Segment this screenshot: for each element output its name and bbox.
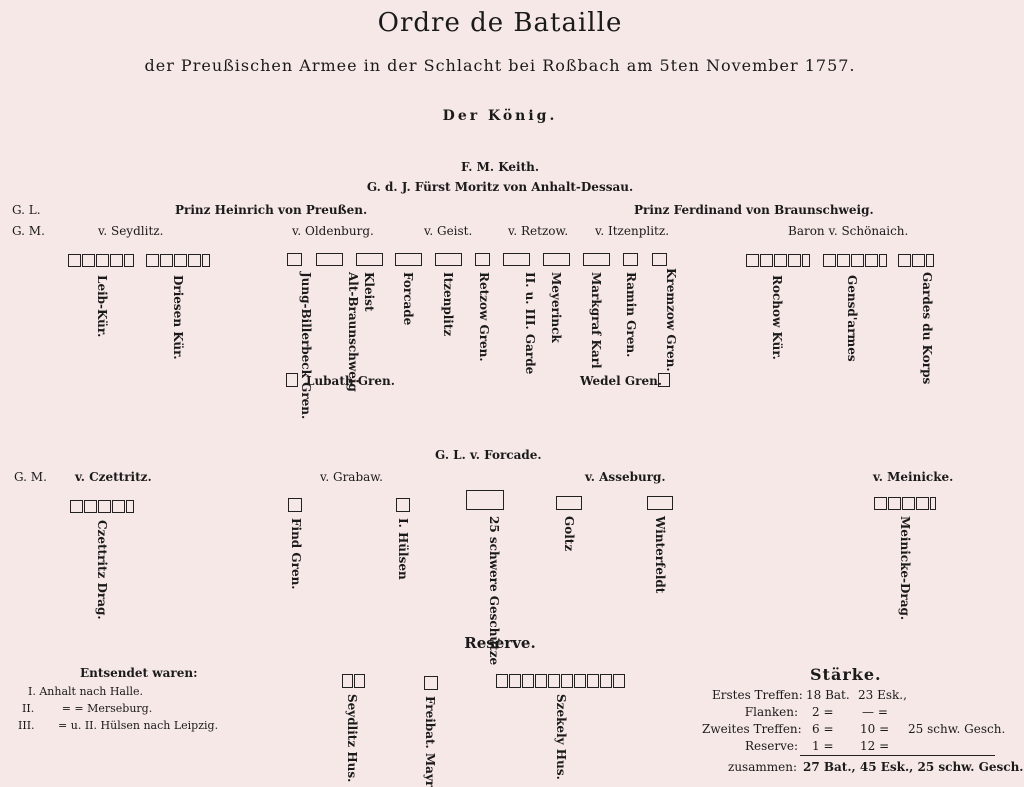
brigade-geist: v. Geist. bbox=[424, 224, 473, 238]
symbol-winterfeldt bbox=[647, 496, 673, 510]
unit-markgraf-karl: Markgraf Karl bbox=[589, 272, 603, 369]
unit-winterfeldt: Winterfeldt bbox=[653, 516, 667, 594]
chart-subtitle: der Preußischen Armee in der Schlacht bei Roßbach am 5ten November 1757. bbox=[144, 56, 856, 75]
rank-gl: G. L. bbox=[12, 203, 41, 217]
brigade-schoenaich: Baron v. Schönaich. bbox=[788, 224, 909, 238]
strength-label: Zweites Treffen: bbox=[702, 722, 802, 736]
flank-right-symbol bbox=[658, 373, 670, 387]
strength-bat: 18 Bat. bbox=[806, 688, 850, 702]
unit-find-gren: Find Gren. bbox=[289, 518, 303, 590]
symbol-find bbox=[288, 498, 302, 512]
detached-row bbox=[28, 685, 143, 698]
detached-text: Anhalt nach Halle. bbox=[39, 685, 144, 698]
second-line-commander-prefix: G. L. bbox=[435, 448, 466, 462]
unit-forcade: Forcade bbox=[401, 272, 415, 326]
rank-gm: G. M. bbox=[12, 224, 45, 238]
brigade-oldenburg: v. Oldenburg. bbox=[292, 224, 374, 238]
strength-total: 27 Bat., 45 Esk., 25 schw. Gesch. bbox=[803, 760, 1024, 774]
unit-freibat-mayr: Freibat. Mayr bbox=[423, 696, 437, 787]
detached-title: Entsendet waren: bbox=[80, 666, 198, 680]
unit-gardes-du-korps: Gardes du Korps bbox=[920, 272, 934, 385]
strength-label: Reserve: bbox=[744, 739, 798, 753]
strength-label: Erstes Treffen: bbox=[712, 688, 803, 702]
strength-gesch: 25 schw. Gesch. bbox=[908, 722, 1006, 736]
reserve-title: Reserve. bbox=[464, 634, 536, 652]
strength-esk: 23 Esk., bbox=[858, 688, 907, 702]
detached-row bbox=[22, 702, 152, 715]
right-wing-commander: Prinz Ferdinand von Braunschweig. bbox=[634, 203, 874, 217]
chart-title: Ordre de Bataille bbox=[377, 8, 623, 38]
unit-meyerinck: Meyerinck bbox=[549, 272, 563, 343]
unit-szekely-hus: Szekely Hus. bbox=[554, 694, 568, 780]
symbol-goltz bbox=[556, 496, 582, 510]
strength-divider bbox=[800, 755, 995, 756]
unit-i-huelsen: I. Hülsen bbox=[396, 518, 410, 580]
unit-czettritz-drag: Czettritz Drag. bbox=[95, 520, 109, 620]
brigade-seydlitz: v. Seydlitz. bbox=[98, 224, 164, 238]
strength-bat: 2 = bbox=[812, 705, 834, 719]
unit-goltz: Goltz bbox=[562, 516, 576, 552]
detached-num: III. bbox=[18, 719, 35, 732]
unit-driesen-kuer: Driesen Kür. bbox=[171, 275, 185, 360]
detached-num: II. bbox=[22, 702, 35, 715]
strength-esk: — = bbox=[862, 705, 888, 719]
unit-rochow-kuer: Rochow Kür. bbox=[770, 275, 784, 360]
detached-text: = = Merseburg. bbox=[61, 702, 153, 715]
brigade-czettritz: v. Czettritz. bbox=[75, 470, 152, 484]
brigade-asseburg: v. Asseburg. bbox=[585, 470, 666, 484]
unit-seydlitz-hus: Seydlitz Hus. bbox=[345, 694, 359, 783]
symbol-huelsen bbox=[396, 498, 410, 512]
unit-garde: II. u. III. Garde bbox=[523, 272, 537, 375]
detached-row bbox=[18, 719, 218, 732]
unit-kleist: Kleist bbox=[362, 272, 376, 312]
unit-retzow-gren: Retzow Gren. bbox=[477, 272, 491, 362]
detached-num: I. bbox=[28, 685, 36, 698]
king-label: Der König. bbox=[442, 108, 558, 124]
unit-artillery: 25 schwere Geschütze bbox=[487, 516, 501, 666]
strength-esk: 12 = bbox=[860, 739, 890, 753]
left-wing-commander: Prinz Heinrich von Preußen. bbox=[175, 203, 368, 217]
strength-total-label: zusammen: bbox=[728, 760, 797, 774]
brigade-grabaw: v. Grabaw. bbox=[320, 470, 383, 484]
flank-left-label: Lubath Gren. bbox=[306, 374, 395, 388]
flank-left-symbol bbox=[286, 373, 298, 387]
unit-alt-braunschweig: Alt-Braunschweig bbox=[346, 272, 360, 392]
unit-ramin-gren: Ramin Gren. bbox=[624, 272, 638, 358]
unit-jung-billerbeck: Jung-Billerbeck Gren. bbox=[299, 272, 313, 420]
brigade-itzenplitz: v. Itzenplitz. bbox=[595, 224, 670, 238]
unit-gensdarmes: Gensd'armes bbox=[845, 275, 859, 362]
strength-bat: 1 = bbox=[812, 739, 834, 753]
strength-title: Stärke. bbox=[810, 665, 882, 684]
strength-bat: 6 = bbox=[812, 722, 834, 736]
brigade-retzow: v. Retzow. bbox=[508, 224, 569, 238]
rank-gm2: G. M. bbox=[14, 470, 47, 484]
unit-kremzow-gren: Kremzow Gren. bbox=[664, 268, 678, 372]
strength-label: Flanken: bbox=[744, 705, 798, 719]
unit-itzenplitz: Itzenplitz bbox=[441, 272, 455, 337]
commander-keith: F. M. Keith. bbox=[460, 160, 540, 174]
unit-leib-kuer: Leib-Kür. bbox=[95, 275, 109, 338]
second-line-commander bbox=[435, 448, 542, 462]
commander-anhalt: G. d. J. Fürst Moritz von Anhalt-Dessau. bbox=[366, 180, 634, 194]
strength-esk: 10 = bbox=[860, 722, 890, 736]
unit-meinicke-drag: Meinicke-Drag. bbox=[898, 516, 912, 621]
flank-right-label: Wedel Gren. bbox=[580, 374, 663, 388]
symbol-artillery bbox=[466, 490, 504, 510]
detached-text: = u. II. Hülsen nach Leipzig. bbox=[58, 719, 219, 732]
second-line-commander-name: v. Forcade. bbox=[469, 448, 542, 462]
brigade-meinicke: v. Meinicke. bbox=[873, 470, 954, 484]
